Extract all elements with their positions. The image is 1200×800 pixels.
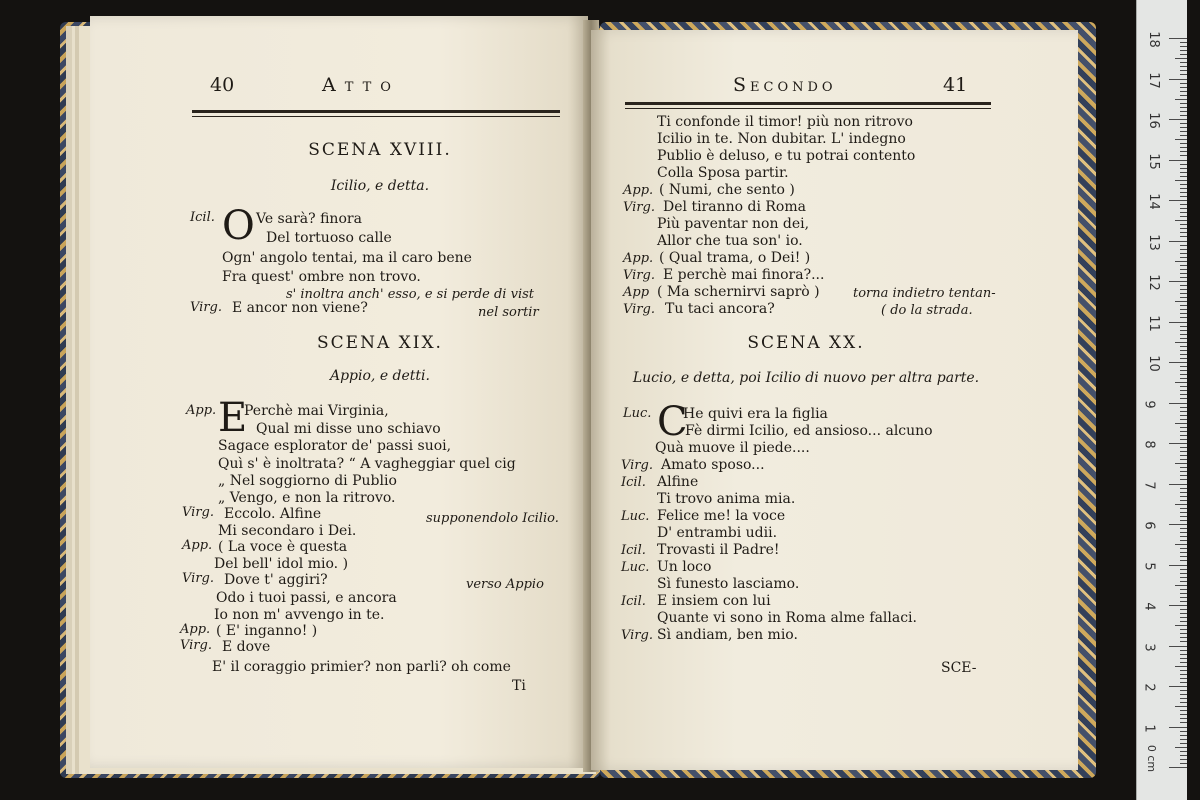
ruler-tick — [1169, 38, 1187, 39]
scene-title: SCENA XVIII. — [308, 140, 452, 160]
ruler-tick — [1169, 241, 1187, 242]
ruler-tick — [1180, 289, 1187, 290]
speaker: App. — [623, 183, 654, 198]
speaker: Virg. — [182, 571, 214, 586]
ruler-tick — [1180, 633, 1187, 634]
verse-line: „ Nel soggiorno di Publio — [218, 473, 397, 489]
ruler-tick — [1180, 488, 1187, 489]
ruler-tick — [1180, 678, 1187, 679]
ruler-tick — [1180, 245, 1187, 246]
ruler-tick — [1180, 735, 1187, 736]
ruler-tick — [1180, 91, 1187, 92]
scene-title: SCENA XX. — [747, 333, 865, 353]
ruler-number: 6 — [1141, 521, 1157, 530]
ruler-tick — [1180, 277, 1187, 278]
verse-line: Più paventar non dei, — [657, 216, 810, 232]
ruler-tick — [1180, 532, 1187, 533]
ruler-tick — [1180, 131, 1187, 132]
ruler-tick — [1180, 95, 1187, 96]
ruler-tick — [1180, 326, 1187, 327]
ruler-tick — [1180, 236, 1187, 237]
ruler-tick — [1180, 350, 1187, 351]
ruler-number: 3 — [1141, 642, 1157, 652]
speaker: App. — [182, 538, 213, 553]
ruler-tick — [1180, 172, 1187, 173]
ruler-tick — [1180, 398, 1187, 399]
speaker: Luc. — [621, 560, 650, 575]
ruler-tick — [1180, 479, 1187, 480]
verse-line: Quì s' è inoltrata? “ A vagheggiar quel cig — [218, 456, 516, 472]
ruler-tick — [1180, 714, 1187, 715]
verse-line: Amato sposo... — [661, 457, 765, 473]
ruler-tick — [1175, 261, 1187, 262]
ruler-tick — [1175, 139, 1187, 140]
ruler-tick — [1180, 415, 1187, 416]
header-rule-thin — [625, 108, 991, 109]
ruler-tick — [1180, 346, 1187, 347]
speaker: App. — [180, 622, 211, 637]
ruler-tick — [1180, 759, 1187, 760]
ruler-tick — [1180, 228, 1187, 229]
ruler-tick — [1180, 224, 1187, 225]
ruler-tick — [1180, 548, 1187, 549]
ruler-tick — [1180, 151, 1187, 152]
speaker: App. — [623, 251, 654, 266]
speaker: Luc. — [623, 406, 652, 421]
verse-line: Sì funesto lasciamo. — [657, 576, 800, 592]
ruler-tick — [1175, 58, 1187, 59]
ruler-number: 17 — [1145, 71, 1161, 89]
verse-line: „ Vengo, e non la ritrovo. — [218, 490, 396, 506]
stage-direction: supponendolo Icilio. — [426, 511, 559, 526]
speaker: Virg. — [180, 638, 212, 653]
ruler-tick — [1180, 305, 1187, 306]
ruler-tick — [1169, 565, 1187, 566]
verse-line: Felice me! la voce — [657, 508, 786, 524]
ruler-tick — [1180, 556, 1187, 557]
ruler-tick — [1180, 168, 1187, 169]
ruler-tick — [1180, 536, 1187, 537]
ruler-tick — [1180, 212, 1187, 213]
ruler-tick — [1180, 330, 1187, 331]
ruler-tick — [1180, 540, 1187, 541]
verse-line: Quà muove il piede.... — [655, 440, 810, 456]
ruler-tick — [1180, 573, 1187, 574]
stage-direction: nel sortir — [478, 305, 539, 320]
verse-line: He quivi era la figlia — [683, 406, 828, 422]
ruler-tick — [1169, 484, 1187, 485]
verse-line: Tu taci ancora? — [665, 301, 775, 317]
ruler-tick — [1180, 431, 1187, 432]
running-head: Atto — [322, 74, 400, 96]
ruler-tick — [1180, 143, 1187, 144]
ruler-tick — [1180, 629, 1187, 630]
ruler-tick — [1180, 710, 1187, 711]
ruler-tick — [1175, 666, 1187, 667]
ruler-number: 9 — [1141, 399, 1157, 409]
ruler-tick — [1180, 419, 1187, 420]
ruler-tick — [1180, 249, 1187, 250]
verse-line: Qual mi disse uno schiavo — [256, 421, 441, 437]
verse-line: Sì andiam, ben mio. — [657, 627, 798, 643]
verse-line: ( E' inganno! ) — [216, 623, 318, 639]
speaker: App — [623, 285, 650, 300]
ruler-tick — [1180, 581, 1187, 582]
speaker: Virg. — [182, 505, 214, 520]
ruler-tick — [1180, 232, 1187, 233]
ruler-tick — [1169, 686, 1187, 687]
header-rule — [625, 102, 991, 105]
ruler-tick — [1180, 467, 1187, 468]
speaker: Icil. — [621, 475, 646, 490]
header-rule-thin — [192, 116, 560, 117]
page-number: 41 — [943, 74, 968, 96]
ruler-number: 11 — [1145, 314, 1161, 332]
ruler-tick — [1180, 188, 1187, 189]
ruler-tick — [1180, 722, 1187, 723]
verse-line: E ancor non viene? — [232, 300, 368, 316]
verse-line: Icilio in te. Non dubitar. L' indegno — [657, 131, 906, 147]
ruler-tick — [1180, 731, 1187, 732]
ruler-tick — [1180, 285, 1187, 286]
stage-direction: ( do la strada. — [881, 303, 973, 318]
ruler-tick — [1175, 180, 1187, 181]
ruler-tick — [1180, 273, 1187, 274]
ruler-tick — [1180, 123, 1187, 124]
verse-line: Sagace esplorator de' passi suoi, — [218, 438, 452, 454]
ruler-tick — [1175, 706, 1187, 707]
ruler-tick — [1175, 463, 1187, 464]
ruler-tick — [1175, 585, 1187, 586]
ruler-tick — [1180, 62, 1187, 63]
ruler-tick — [1180, 370, 1187, 371]
speaker: Virg. — [623, 302, 655, 317]
ruler-tick — [1169, 605, 1187, 606]
ruler-tick — [1169, 646, 1187, 647]
ruler-tick — [1180, 407, 1187, 408]
speaker: Virg. — [621, 628, 653, 643]
verse-line: E insiem con lui — [657, 593, 771, 609]
ruler-tick — [1169, 79, 1187, 80]
ruler-zero-label: 0 cm — [1145, 744, 1159, 773]
verse-line: Del tiranno di Roma — [663, 199, 806, 215]
ruler-tick — [1180, 70, 1187, 71]
ruler-tick — [1180, 516, 1187, 517]
ruler-tick — [1169, 767, 1187, 768]
speaker: Virg. — [623, 200, 655, 215]
verse-line: E' il coraggio primier? non parli? oh come — [212, 659, 511, 675]
ruler-tick — [1180, 374, 1187, 375]
ruler-tick — [1180, 257, 1187, 258]
ruler-tick — [1180, 512, 1187, 513]
measurement-ruler — [1136, 0, 1187, 800]
speaker: Icil. — [190, 210, 215, 225]
ruler-tick — [1180, 601, 1187, 602]
speaker: Luc. — [621, 509, 650, 524]
ruler-number: 1 — [1141, 723, 1157, 733]
verse-line: Publio è deluso, e tu potrai contento — [657, 148, 916, 164]
ruler-tick — [1180, 74, 1187, 75]
catchword: SCE- — [941, 660, 977, 676]
ruler-tick — [1180, 135, 1187, 136]
ruler-tick — [1180, 658, 1187, 659]
ruler-tick — [1175, 99, 1187, 100]
verse-line: Ti trovo anima mia. — [657, 491, 796, 507]
ruler-tick — [1180, 87, 1187, 88]
verse-line: E dove — [222, 639, 271, 655]
ruler-number: 14 — [1145, 193, 1161, 210]
stage-direction: verso Appio — [466, 577, 544, 592]
ruler-tick — [1180, 317, 1187, 318]
ruler-tick — [1180, 637, 1187, 638]
ruler-tick — [1180, 650, 1187, 651]
ruler-tick — [1180, 107, 1187, 108]
ruler-tick — [1180, 354, 1187, 355]
ruler-tick — [1180, 103, 1187, 104]
ruler-tick — [1180, 297, 1187, 298]
ruler-tick — [1180, 83, 1187, 84]
speaker: Icil. — [621, 543, 646, 558]
ruler-tick — [1180, 378, 1187, 379]
page-number: 40 — [210, 74, 235, 96]
ruler-number: 8 — [1141, 440, 1157, 449]
ruler-tick — [1180, 451, 1187, 452]
ruler-tick — [1180, 641, 1187, 642]
ruler-tick — [1180, 111, 1187, 112]
speaker: Virg. — [623, 268, 655, 283]
ruler-tick — [1180, 674, 1187, 675]
ruler-tick — [1180, 196, 1187, 197]
ruler-tick — [1180, 743, 1187, 744]
verse-line: ( Ma schernirvi saprò ) — [657, 284, 820, 300]
verse-line: D' entrambi udii. — [657, 525, 778, 541]
ruler-tick — [1175, 625, 1187, 626]
ruler-tick — [1169, 403, 1187, 404]
ruler-tick — [1180, 435, 1187, 436]
scene-characters: Appio, e detti. — [329, 368, 430, 384]
verse-line: Ve sarà? finora — [256, 211, 362, 227]
ruler-tick — [1180, 654, 1187, 655]
ruler-tick — [1180, 394, 1187, 395]
speaker: App. — [186, 403, 217, 418]
ruler-number: 5 — [1141, 561, 1157, 571]
left-page — [90, 16, 588, 768]
verse-line: Allor che tua son' io. — [657, 233, 803, 249]
ruler-tick — [1180, 694, 1187, 695]
verse-line: Ti confonde il timor! più non ritrovo — [657, 114, 913, 130]
ruler-tick — [1180, 763, 1187, 764]
ruler-tick — [1180, 528, 1187, 529]
verse-line: Fra quest' ombre non trovo. — [222, 269, 421, 285]
verse-line: ( Numi, che sento ) — [659, 182, 795, 198]
ruler-tick — [1180, 751, 1187, 752]
ruler-tick — [1169, 160, 1187, 161]
ruler-tick — [1169, 200, 1187, 201]
ruler-tick — [1180, 662, 1187, 663]
ruler-tick — [1180, 127, 1187, 128]
ruler-tick — [1175, 423, 1187, 424]
speaker: Icil. — [621, 594, 646, 609]
ruler-tick — [1169, 119, 1187, 120]
ruler-tick — [1180, 455, 1187, 456]
ruler-tick — [1180, 471, 1187, 472]
drop-cap: O — [222, 203, 255, 249]
ruler-number: 12 — [1145, 274, 1161, 291]
ruler-tick — [1180, 520, 1187, 521]
ruler-tick — [1169, 362, 1187, 363]
ruler-tick — [1180, 755, 1187, 756]
ruler-tick — [1180, 508, 1187, 509]
ruler-tick — [1180, 613, 1187, 614]
verse-line: Ogn' angolo tentai, ma il caro bene — [222, 250, 472, 266]
ruler-tick — [1180, 334, 1187, 335]
ruler-tick — [1180, 115, 1187, 116]
ruler-tick — [1180, 439, 1187, 440]
verse-line: Mi secondaro i Dei. — [218, 523, 357, 539]
verse-line: Eccolo. Alfine — [224, 506, 322, 522]
ruler-tick — [1180, 447, 1187, 448]
ruler-tick — [1180, 670, 1187, 671]
ruler-tick — [1180, 597, 1187, 598]
verse-line: Alfine — [657, 474, 699, 490]
ruler-tick — [1180, 208, 1187, 209]
ruler-tick — [1180, 552, 1187, 553]
header-rule — [192, 110, 560, 113]
ruler-number: 15 — [1145, 152, 1161, 170]
running-head: Secondo — [733, 74, 837, 96]
verse-line: ( Qual trama, o Dei! ) — [659, 250, 811, 266]
ruler-tick — [1180, 593, 1187, 594]
ruler-tick — [1180, 411, 1187, 412]
ruler-tick — [1180, 66, 1187, 67]
ruler-tick — [1180, 621, 1187, 622]
speaker: Virg. — [190, 300, 222, 315]
ruler-tick — [1175, 504, 1187, 505]
ruler-tick — [1180, 184, 1187, 185]
verse-line: Dove t' aggiri? — [224, 572, 328, 588]
ruler-tick — [1180, 253, 1187, 254]
ruler-tick — [1180, 682, 1187, 683]
ruler-tick — [1180, 459, 1187, 460]
verse-line: Colla Sposa partir. — [657, 165, 789, 181]
ruler-tick — [1180, 390, 1187, 391]
ruler-tick — [1180, 475, 1187, 476]
ruler-tick — [1180, 164, 1187, 165]
stage-direction: torna indietro tentan- — [853, 286, 996, 301]
ruler-tick — [1180, 496, 1187, 497]
ruler-tick — [1180, 500, 1187, 501]
ruler-tick — [1180, 313, 1187, 314]
scene-characters: Icilio, e detta. — [330, 178, 430, 194]
ruler-number: 13 — [1145, 233, 1161, 251]
ruler-number: 7 — [1141, 480, 1157, 490]
ruler-tick — [1180, 358, 1187, 359]
ruler-tick — [1180, 147, 1187, 148]
ruler-tick — [1180, 176, 1187, 177]
ruler-tick — [1180, 338, 1187, 339]
ruler-tick — [1180, 216, 1187, 217]
ruler-tick — [1180, 155, 1187, 156]
drop-cap: E — [218, 395, 248, 441]
ruler-tick — [1180, 293, 1187, 294]
ruler-tick — [1180, 739, 1187, 740]
ruler-number: 16 — [1145, 112, 1161, 129]
ruler-tick — [1180, 54, 1187, 55]
verse-line: E perchè mai finora?... — [663, 267, 825, 283]
ruler-tick — [1180, 577, 1187, 578]
verse-line: Del tortuoso calle — [266, 230, 392, 246]
ruler-tick — [1169, 281, 1187, 282]
verse-line: Perchè mai Virginia, — [244, 403, 389, 419]
ruler-tick — [1180, 204, 1187, 205]
ruler-number: 2 — [1141, 683, 1157, 692]
ruler-tick — [1180, 569, 1187, 570]
verse-line: Trovasti il Padre! — [657, 542, 780, 558]
ruler-number: 4 — [1141, 602, 1157, 611]
ruler-tick — [1175, 382, 1187, 383]
ruler-tick — [1180, 46, 1187, 47]
ruler-tick — [1180, 50, 1187, 51]
drop-cap: C — [657, 399, 688, 445]
verse-line: Fè dirmi Icilio, ed ansioso... alcuno — [685, 423, 933, 439]
ruler-tick — [1180, 718, 1187, 719]
ruler-tick — [1180, 492, 1187, 493]
ruler-number: 18 — [1145, 31, 1161, 48]
ruler-tick — [1180, 427, 1187, 428]
ruler-tick — [1180, 617, 1187, 618]
speaker: Virg. — [621, 458, 653, 473]
ruler-tick — [1180, 589, 1187, 590]
verse-line: ( La voce è questa — [218, 539, 348, 555]
right-page — [591, 30, 1078, 770]
ruler-tick — [1180, 309, 1187, 310]
verse-line: Quante vi sono in Roma alme fallaci. — [657, 610, 917, 626]
ruler-tick — [1180, 269, 1187, 270]
stage-direction: s' inoltra anch' esso, e si perde di vist — [286, 287, 534, 302]
ruler-tick — [1169, 443, 1187, 444]
verse-line: Odo i tuoi passi, e ancora — [216, 590, 397, 606]
ruler-number: 10 — [1145, 355, 1161, 372]
ruler-tick — [1180, 609, 1187, 610]
ruler-tick — [1175, 220, 1187, 221]
ruler-tick — [1180, 42, 1187, 43]
ruler-tick — [1180, 265, 1187, 266]
ruler-tick — [1180, 698, 1187, 699]
ruler-tick — [1175, 747, 1187, 748]
ruler-tick — [1169, 524, 1187, 525]
ruler-tick — [1180, 560, 1187, 561]
ruler-tick — [1180, 702, 1187, 703]
ruler-tick — [1169, 322, 1187, 323]
verse-line: Del bell' idol mio. ) — [214, 556, 349, 572]
ruler-tick — [1180, 690, 1187, 691]
catchword: Ti — [512, 678, 526, 694]
verse-line: Io non m' avvengo in te. — [214, 607, 385, 623]
ruler-tick — [1175, 342, 1187, 343]
ruler-tick — [1175, 301, 1187, 302]
ruler-tick — [1175, 544, 1187, 545]
scene-title: SCENA XIX. — [317, 333, 443, 353]
ruler-tick — [1180, 192, 1187, 193]
verse-line: Un loco — [657, 559, 712, 575]
scene-characters: Lucio, e detta, poi Icilio di nuovo per altra parte. — [632, 370, 980, 386]
ruler-tick — [1180, 366, 1187, 367]
ruler-tick — [1180, 386, 1187, 387]
ruler-tick — [1169, 727, 1187, 728]
